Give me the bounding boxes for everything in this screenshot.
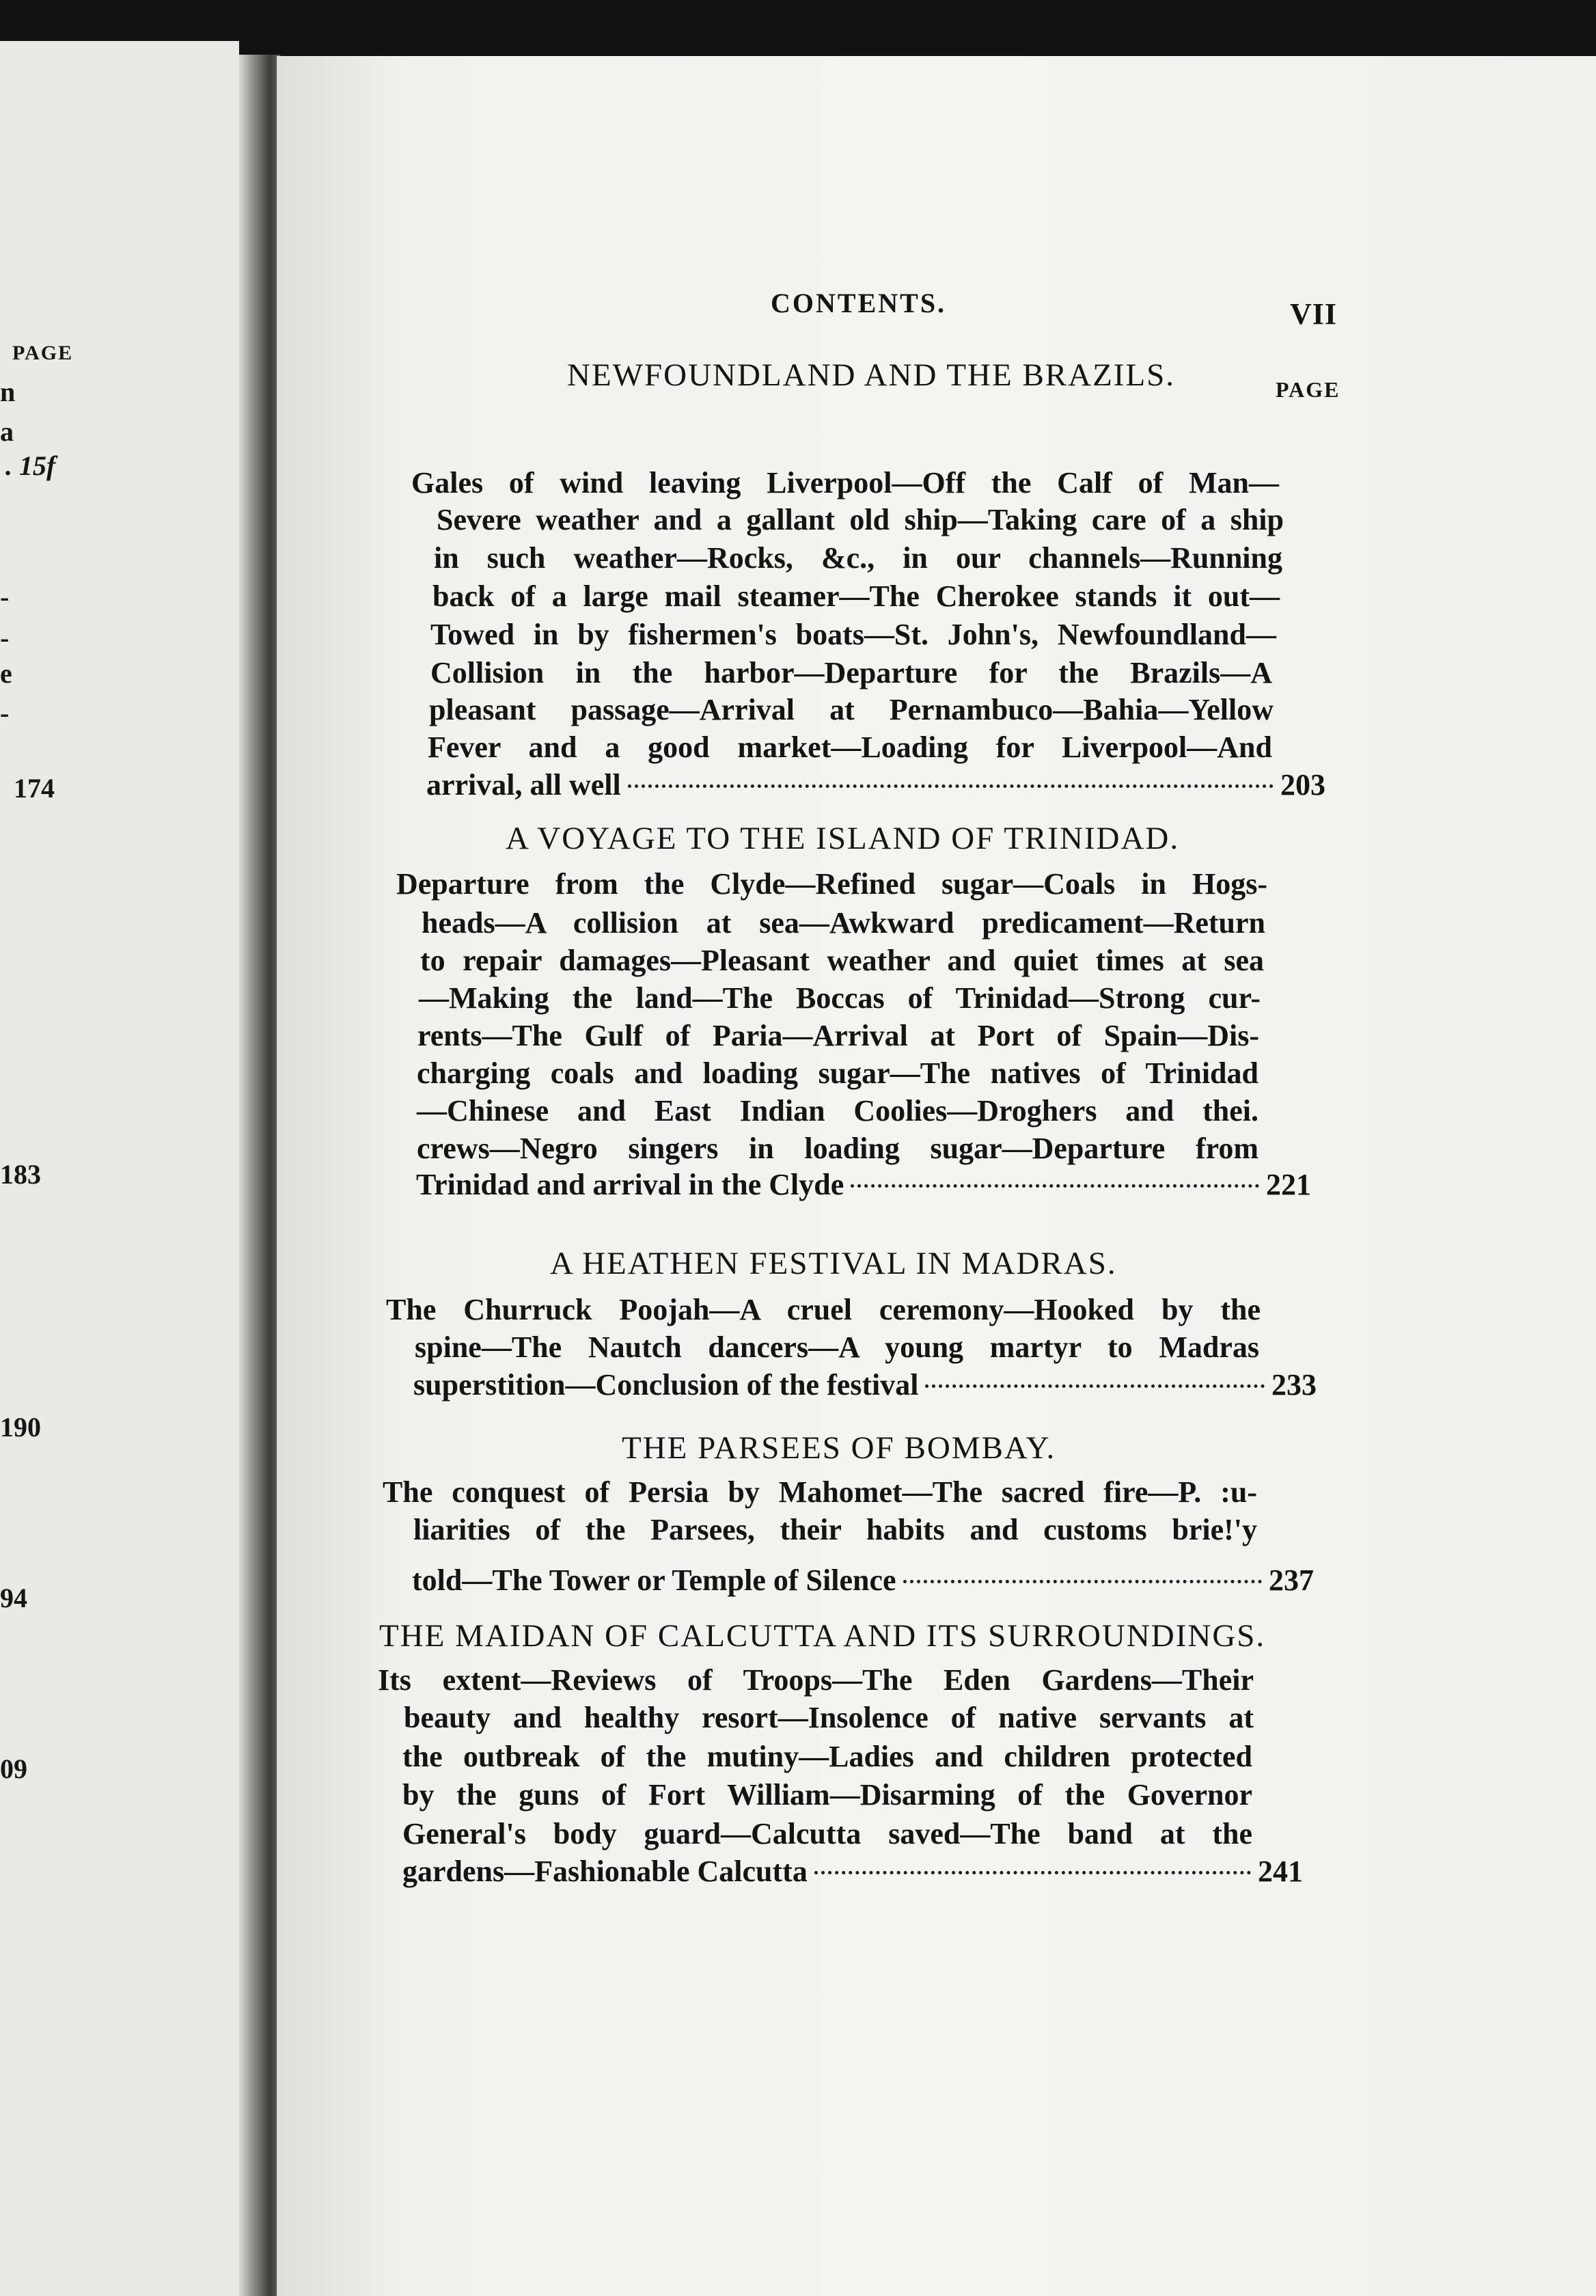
entry-text: Trinidad and arrival in the Clyde [416,1168,844,1201]
entry-line: Gales of wind leaving Liverpool—Off the Calf of Man— [411,466,1279,500]
entry-text: told—The Tower or Temple of Silence [412,1563,896,1597]
entry-line: General's body guard—Calcutta saved—The band at the [402,1817,1252,1850]
left-page-fragment: 190 [0,1412,41,1443]
left-page-fragment: n [0,377,16,407]
dot-leader [814,1871,1251,1874]
entry-last-line [426,767,1325,804]
left-page-fragment: e [0,658,12,689]
entry-line: pleasant passage—Arrival at Pernambuco—Bahia—Yellow [429,693,1274,726]
entry-line: beauty and healthy resort—Insolence of native servants at [404,1701,1254,1734]
entry-text: superstition—Conclusion of the festival [413,1368,919,1402]
entry-line: —Chinese and East Indian Coolies—Droghers and thei. [417,1094,1258,1128]
left-page [0,41,239,2296]
running-title: CONTENTS. [771,288,947,318]
left-page-fragment: - [0,623,10,653]
page-number: 241 [1258,1855,1303,1888]
entry-text: arrival, all well [426,768,621,802]
entry-last-line [413,1367,1317,1404]
entry-line: heads—A collision at sea—Awkward predicament—Return [422,906,1265,940]
entry-line: Its extent—Reviews of Troops—The Eden Gardens—Their [378,1663,1254,1697]
entry-line: Collision in the harbor—Departure for the Brazils—A [430,656,1272,689]
left-page-fragment: - [0,582,10,612]
page-number: 203 [1280,768,1325,802]
entry-line: —Making the land—The Boccas of Trinidad—Strong cur- [419,981,1261,1015]
entry-line: by the guns of Fort William—Disarming of the Governor [402,1778,1252,1812]
entry-line: spine—The Nautch dancers—A young martyr to Madras [415,1330,1259,1364]
page-number: 233 [1271,1368,1317,1402]
dot-leader [628,784,1274,788]
entry-line: in such weather—Rocks, &c., in our channels—Running [434,541,1282,575]
page-folio: VII [1290,297,1338,331]
page-number: 221 [1266,1168,1311,1201]
entry-last-line [412,1562,1314,1599]
entry-line: rents—The Gulf of Paria—Arrival at Port of Spain—Dis- [417,1019,1259,1052]
entry-line: to repair damages—Pleasant weather and quiet times at sea [420,944,1264,977]
section-title: THE PARSEES OF BOMBAY. [622,1430,1056,1466]
entry-text: gardens—Fashionable Calcutta [402,1855,808,1888]
entry-line: Towed in by fishermen's boats—St. John's, Newfoundland— [430,618,1276,651]
entry-line: charging coals and loading sugar—The natives of Trinidad [417,1056,1258,1090]
dot-leader [851,1184,1259,1188]
entry-last-line [416,1166,1311,1203]
left-page-fragment: - [0,698,10,728]
entry-last-line [402,1853,1303,1890]
entry-line: Fever and a good market—Loading for Liverpool—And [428,730,1272,764]
section-title: A VOYAGE TO THE ISLAND OF TRINIDAD. [506,821,1180,856]
section-title: THE MAIDAN OF CALCUTTA AND ITS SURROUNDINGS. [379,1618,1266,1654]
dot-leader [903,1580,1262,1583]
dot-leader [925,1384,1265,1388]
section-title: A HEATHEN FESTIVAL IN MADRAS. [550,1246,1117,1281]
entry-line: the outbreak of the mutiny—Ladies and children protected [402,1740,1252,1773]
page-column-label: PAGE [1276,377,1340,402]
left-page-fragment: 94 [0,1583,27,1613]
entry-line: Departure from the Clyde—Refined sugar—Coals in Hogs- [396,867,1267,901]
left-page-fragment: 183 [0,1159,41,1190]
entry-line: back of a large mail steamer—The Cherokee stands it out— [432,579,1280,613]
left-page-fragment: 174 [14,773,55,804]
entry-line: crews—Negro singers in loading sugar—Departure from [417,1132,1258,1165]
entry-line: The conquest of Persia by Mahomet—The sacred fire—P. :u- [383,1475,1257,1509]
left-page-fragment: . 15f [5,450,56,481]
left-page-fragment: PAGE [12,342,74,364]
entry-line: liarities of the Parsees, their habits and customs brie!'y [413,1513,1257,1546]
left-page-fragment: a [0,416,14,447]
entry-line: The Churruck Poojah—A cruel ceremony—Hooked by the [386,1293,1261,1326]
entry-line: Severe weather and a gallant old ship—Taking care of a ship [437,503,1284,536]
contents-page [277,56,1596,2296]
book-gutter-shadow [239,55,280,2296]
page-number: 237 [1269,1563,1314,1597]
left-page-fragment: 09 [0,1753,27,1784]
section-title: NEWFOUNDLAND AND THE BRAZILS. [567,357,1176,393]
